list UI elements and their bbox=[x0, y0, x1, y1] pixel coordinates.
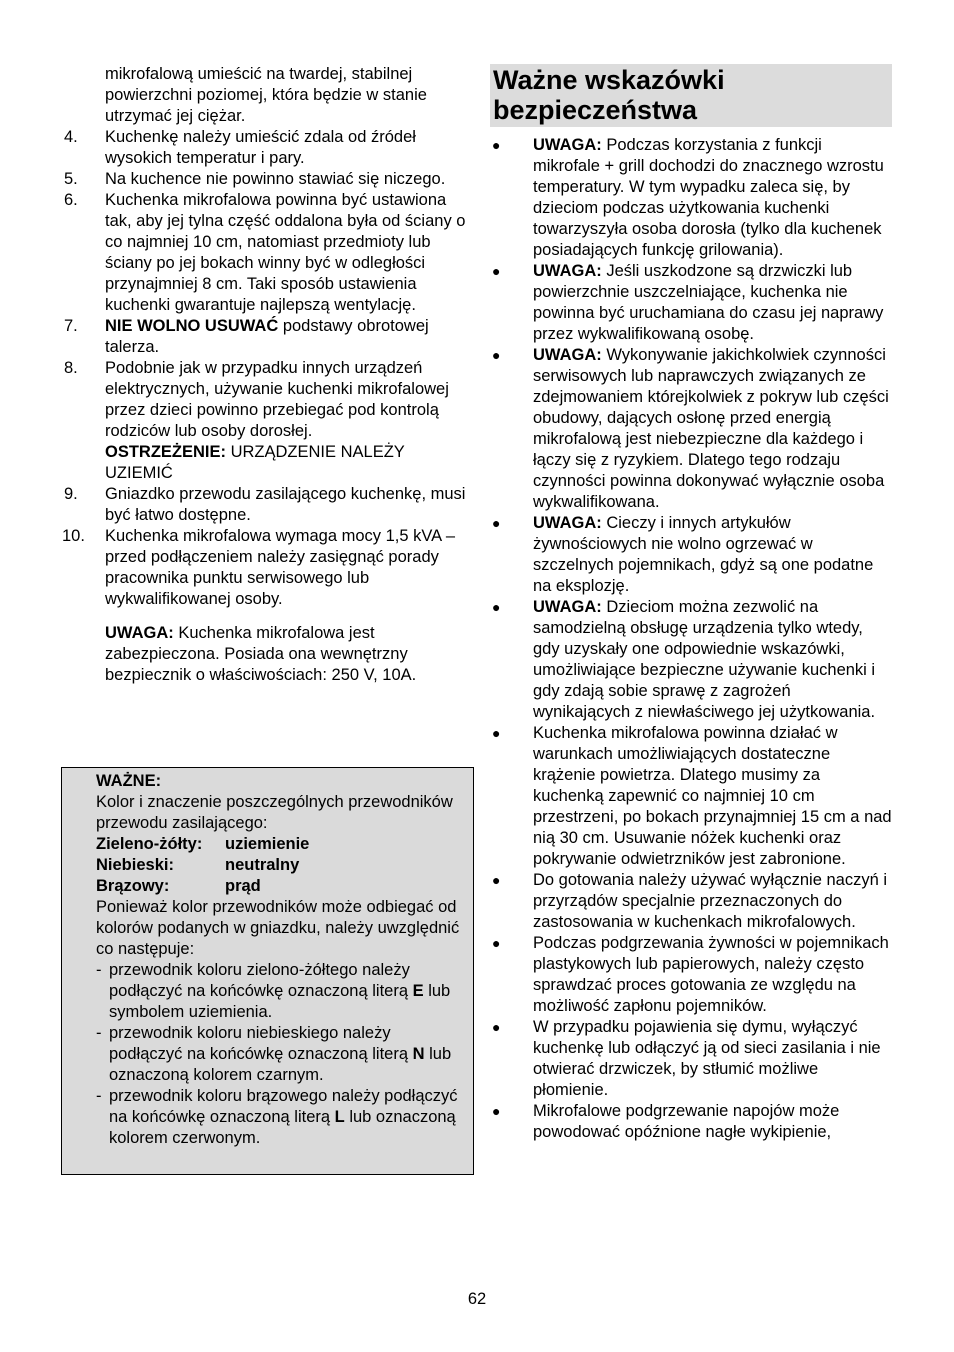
dash-item bbox=[96, 960, 463, 1023]
wire-row bbox=[96, 855, 463, 876]
note-text: Kuchenka mikrofalowa jest zabezpieczona. Posiada ona wewnętrzny bezpiecznik o właściwościach: 250 V, 10A. bbox=[105, 624, 417, 684]
bullet-label: UWAGA: bbox=[533, 136, 602, 154]
wire-color: Zieleno-żółty: bbox=[96, 835, 203, 853]
bullet-item bbox=[490, 345, 892, 513]
wire-color: Brązowy: bbox=[96, 877, 170, 895]
bullet-item bbox=[490, 723, 892, 870]
box-intro: Kolor i znaczenie poszczególnych przewodników przewodu zasilającego: bbox=[96, 793, 453, 832]
list-text bbox=[105, 358, 474, 484]
bullet-item bbox=[490, 1101, 892, 1143]
bullet-text: Mikrofalowe podgrzewanie napojów może powodować opóźnione nagłe wykipienie, bbox=[533, 1102, 840, 1141]
bullet-text: W przypadku pojawienia się dymu, wyłączyć kuchenkę lub odłączyć ją od sieci zasilania i nie otwierać drzwiczek, by stłumić możliwe płomienie. bbox=[533, 1018, 881, 1099]
bullet-label: UWAGA: bbox=[533, 262, 602, 280]
bullet-text bbox=[533, 513, 892, 597]
wire-meaning: uziemienie bbox=[225, 835, 310, 853]
list-number: 10. bbox=[62, 527, 85, 545]
bullet-item bbox=[490, 513, 892, 597]
important-box bbox=[61, 767, 474, 1175]
dash-text bbox=[109, 1023, 463, 1086]
bullet-body: Podczas korzystania z funkcji mikrofale + grill dochodzi do znacznego wzrostu temperatury. W tym wypadku zaleca się, by dzieciom podczas użytkowania kuchenki towarzyszyła osoba dorosła (tylko dla kuchenek posiadających funkcję grilowania). bbox=[533, 136, 884, 259]
bullet-text: Kuchenka mikrofalowa powinna działać w warunkach umożliwiających dostateczne krążenie powietrza. Dlatego musimy za kuchenką zapewnić co najmniej 10 cm przestrzeni, po bokach przynajmniej 15 cm a nad nią 30 cm. Usuwanie nóżek kuchenki oraz pokrywanie odwietrzników jest zabronione. bbox=[533, 724, 892, 868]
wire-row bbox=[96, 834, 463, 855]
dash-item bbox=[96, 1086, 463, 1149]
box-paragraph: Ponieważ kolor przewodników może odbiegać od kolorów podanych w gniazdku, należy uwzględnić co następuje: bbox=[96, 898, 460, 958]
bullet-text: Podczas podgrzewania żywności w pojemnikach plastykowych lub papierowych, należy często sprawdzać proces gotowania ze względu na możliwość zapłonu pojemników. bbox=[533, 934, 889, 1015]
grounding-warning bbox=[105, 442, 474, 484]
section-heading bbox=[490, 64, 892, 127]
list-text-rest: podstawy obrotowej talerza. bbox=[105, 317, 429, 356]
continued-paragraph: mikrofalową umieścić na twardej, stabilnej powierzchni poziomej, która będzie w stanie utrzymać jej ciężar. bbox=[105, 65, 427, 125]
wire-color: Niebieski: bbox=[96, 856, 174, 874]
bullet-label: UWAGA: bbox=[533, 598, 602, 616]
bullet-icon: ● bbox=[492, 347, 501, 363]
bullet-item bbox=[490, 933, 892, 1017]
list-text: Gniazdko przewodu zasilającego kuchenkę, musi być łatwo dostępne. bbox=[105, 485, 466, 524]
heading-line: Ważne wskazówki bbox=[493, 65, 725, 95]
terminal-letter: E bbox=[412, 982, 424, 1000]
wire-meaning: neutralny bbox=[225, 856, 300, 874]
bullet-label: UWAGA: bbox=[533, 346, 602, 364]
bold-warning: NIE WOLNO USUWAĆ bbox=[105, 317, 279, 335]
dash-text-before: przewodnik koloru zielono-żółtego należy podłączyć na końcówkę oznaczoną literą bbox=[109, 961, 413, 1000]
wire-row bbox=[96, 876, 463, 897]
box-title-text: WAŻNE: bbox=[96, 772, 162, 790]
dash-text-after: lub symbolem uziemienia. bbox=[109, 982, 451, 1021]
list-text: Na kuchence nie powinno stawiać się niczego. bbox=[105, 170, 446, 188]
bullet-icon: ● bbox=[492, 263, 501, 279]
list-item-7 bbox=[62, 316, 474, 358]
bullet-icon: ● bbox=[492, 599, 501, 615]
bullet-text bbox=[533, 597, 892, 723]
heading-line: bezpieczeństwa bbox=[493, 95, 698, 125]
bullet-body: Jeśli uszkodzone są drzwiczki lub powierzchnie uszczelniające, kuchenka nie powinna być uruchamiana do czasu jej naprawy przez wykwalifikowaną osobę. bbox=[533, 262, 884, 343]
wire-meaning: prąd bbox=[225, 877, 261, 895]
list-number: 4. bbox=[64, 128, 78, 146]
fuse-note bbox=[62, 623, 474, 686]
dash-marker: - bbox=[96, 1024, 102, 1042]
bullet-item bbox=[490, 261, 892, 345]
bullet-text bbox=[533, 261, 892, 345]
list-number: 5. bbox=[64, 170, 78, 188]
list-item-10 bbox=[62, 526, 474, 610]
bullet-item bbox=[490, 1017, 892, 1101]
bullet-icon: ● bbox=[492, 1103, 501, 1119]
warning-text: URZĄDZENIE NALEŻY UZIEMIĆ bbox=[105, 443, 405, 482]
bullet-text bbox=[533, 135, 892, 261]
bullet-item bbox=[490, 870, 892, 933]
dash-marker: - bbox=[96, 961, 102, 979]
bullet-icon: ● bbox=[492, 935, 501, 951]
bullet-text bbox=[533, 345, 892, 513]
page-number: 62 bbox=[467, 1290, 487, 1308]
dash-text bbox=[109, 1086, 463, 1149]
bullet-icon: ● bbox=[492, 137, 501, 153]
bullet-body: Wykonywanie jakichkolwiek czynności serwisowych lub naprawczych związanych ze zdejmowaniem którejkolwiek z pokryw lub części obudowy, dających osłonę przed energią mikrofalową jest niebezpieczne dla każdego i łączy się z ryzykiem. Dlatego tego rodzaju czynności powinna dokonywać wyłącznie osoba wykwalifikowana. bbox=[533, 346, 889, 511]
warning-label: OSTRZEŻENIE: bbox=[105, 443, 227, 461]
list-text: Kuchenka mikrofalowa powinna być ustawiona tak, aby jej tylna część oddalona była od ściany o co najmniej 10 cm, natomiast przedmioty lub ściany po jej bokach winny być w odległości przynajmniej 8 cm. Taki sposób ustawienia kuchenki gwarantuje najlepszą wentylację. bbox=[105, 191, 466, 314]
right-column bbox=[490, 135, 892, 1143]
bullet-item bbox=[490, 597, 892, 723]
list-item-6 bbox=[62, 190, 474, 316]
bullet-label: UWAGA: bbox=[533, 514, 602, 532]
list-item-8 bbox=[62, 358, 474, 484]
list-number: 6. bbox=[64, 191, 78, 209]
bullet-icon: ● bbox=[492, 515, 501, 531]
list-text bbox=[105, 316, 474, 358]
left-column bbox=[62, 64, 474, 686]
list-text: Kuchenkę należy umieścić zdala od źródeł wysokich temperatur i pary. bbox=[105, 128, 416, 167]
list-item-4 bbox=[62, 127, 474, 169]
bullet-icon: ● bbox=[492, 725, 501, 741]
list-number: 8. bbox=[64, 359, 78, 377]
list-text-body: Podobnie jak w przypadku innych urządzeń elektrycznych, używanie kuchenki mikrofalowej przez dzieci powinno przebiegać pod kontrolą rodziców lub osoby dorosłej. bbox=[105, 359, 449, 440]
dash-marker: - bbox=[96, 1087, 102, 1105]
list-item-9 bbox=[62, 484, 474, 526]
bullet-text: Do gotowania należy używać wyłącznie naczyń i przyrządów specjalnie przeznaczonych do zastosowania w kuchenkach mikrofalowych. bbox=[533, 871, 888, 931]
bullet-icon: ● bbox=[492, 1019, 501, 1035]
list-item-5 bbox=[62, 169, 474, 190]
terminal-letter: L bbox=[334, 1108, 345, 1126]
bullet-item bbox=[490, 135, 892, 261]
dash-text-after: lub oznaczoną kolorem czarnym. bbox=[109, 1045, 452, 1084]
dash-text-after: lub oznaczoną kolorem czerwonym. bbox=[109, 1108, 456, 1147]
bullet-body: Cieczy i innych artykułów żywnościowych nie wolno ogrzewać w szczelnych pojemnikach, gdyż są one podatne na eksplozję. bbox=[533, 514, 874, 595]
bullet-icon: ● bbox=[492, 872, 501, 888]
dash-text bbox=[109, 960, 463, 1023]
list-number: 9. bbox=[64, 485, 78, 503]
box-title bbox=[96, 771, 463, 792]
dash-text-before: przewodnik koloru brązowego należy podłączyć na końcówkę oznaczoną literą bbox=[109, 1087, 458, 1126]
dash-item bbox=[96, 1023, 463, 1086]
terminal-letter: N bbox=[412, 1045, 425, 1063]
dash-text-before: przewodnik koloru niebieskiego należy podłączyć na końcówkę oznaczoną literą bbox=[109, 1024, 413, 1063]
list-number: 7. bbox=[64, 317, 78, 335]
bullet-body: Dzieciom można zezwolić na samodzielną obsługę urządzenia tylko wtedy, gdy uzyskały one odpowiednie wskazówki, umożliwiające bezpieczne używanie kuchenki i gdy zdają sobie sprawę z zagrożeń wynikających z niewłaściwego jej użytkowania. bbox=[533, 598, 876, 721]
list-text: Kuchenka mikrofalowa wymaga mocy 1,5 kVA – przed podłączeniem należy zasięgnąć porady pracownika punktu serwisowego lub wykwalifikowanej osoby. bbox=[105, 527, 456, 608]
note-label: UWAGA: bbox=[105, 624, 174, 642]
